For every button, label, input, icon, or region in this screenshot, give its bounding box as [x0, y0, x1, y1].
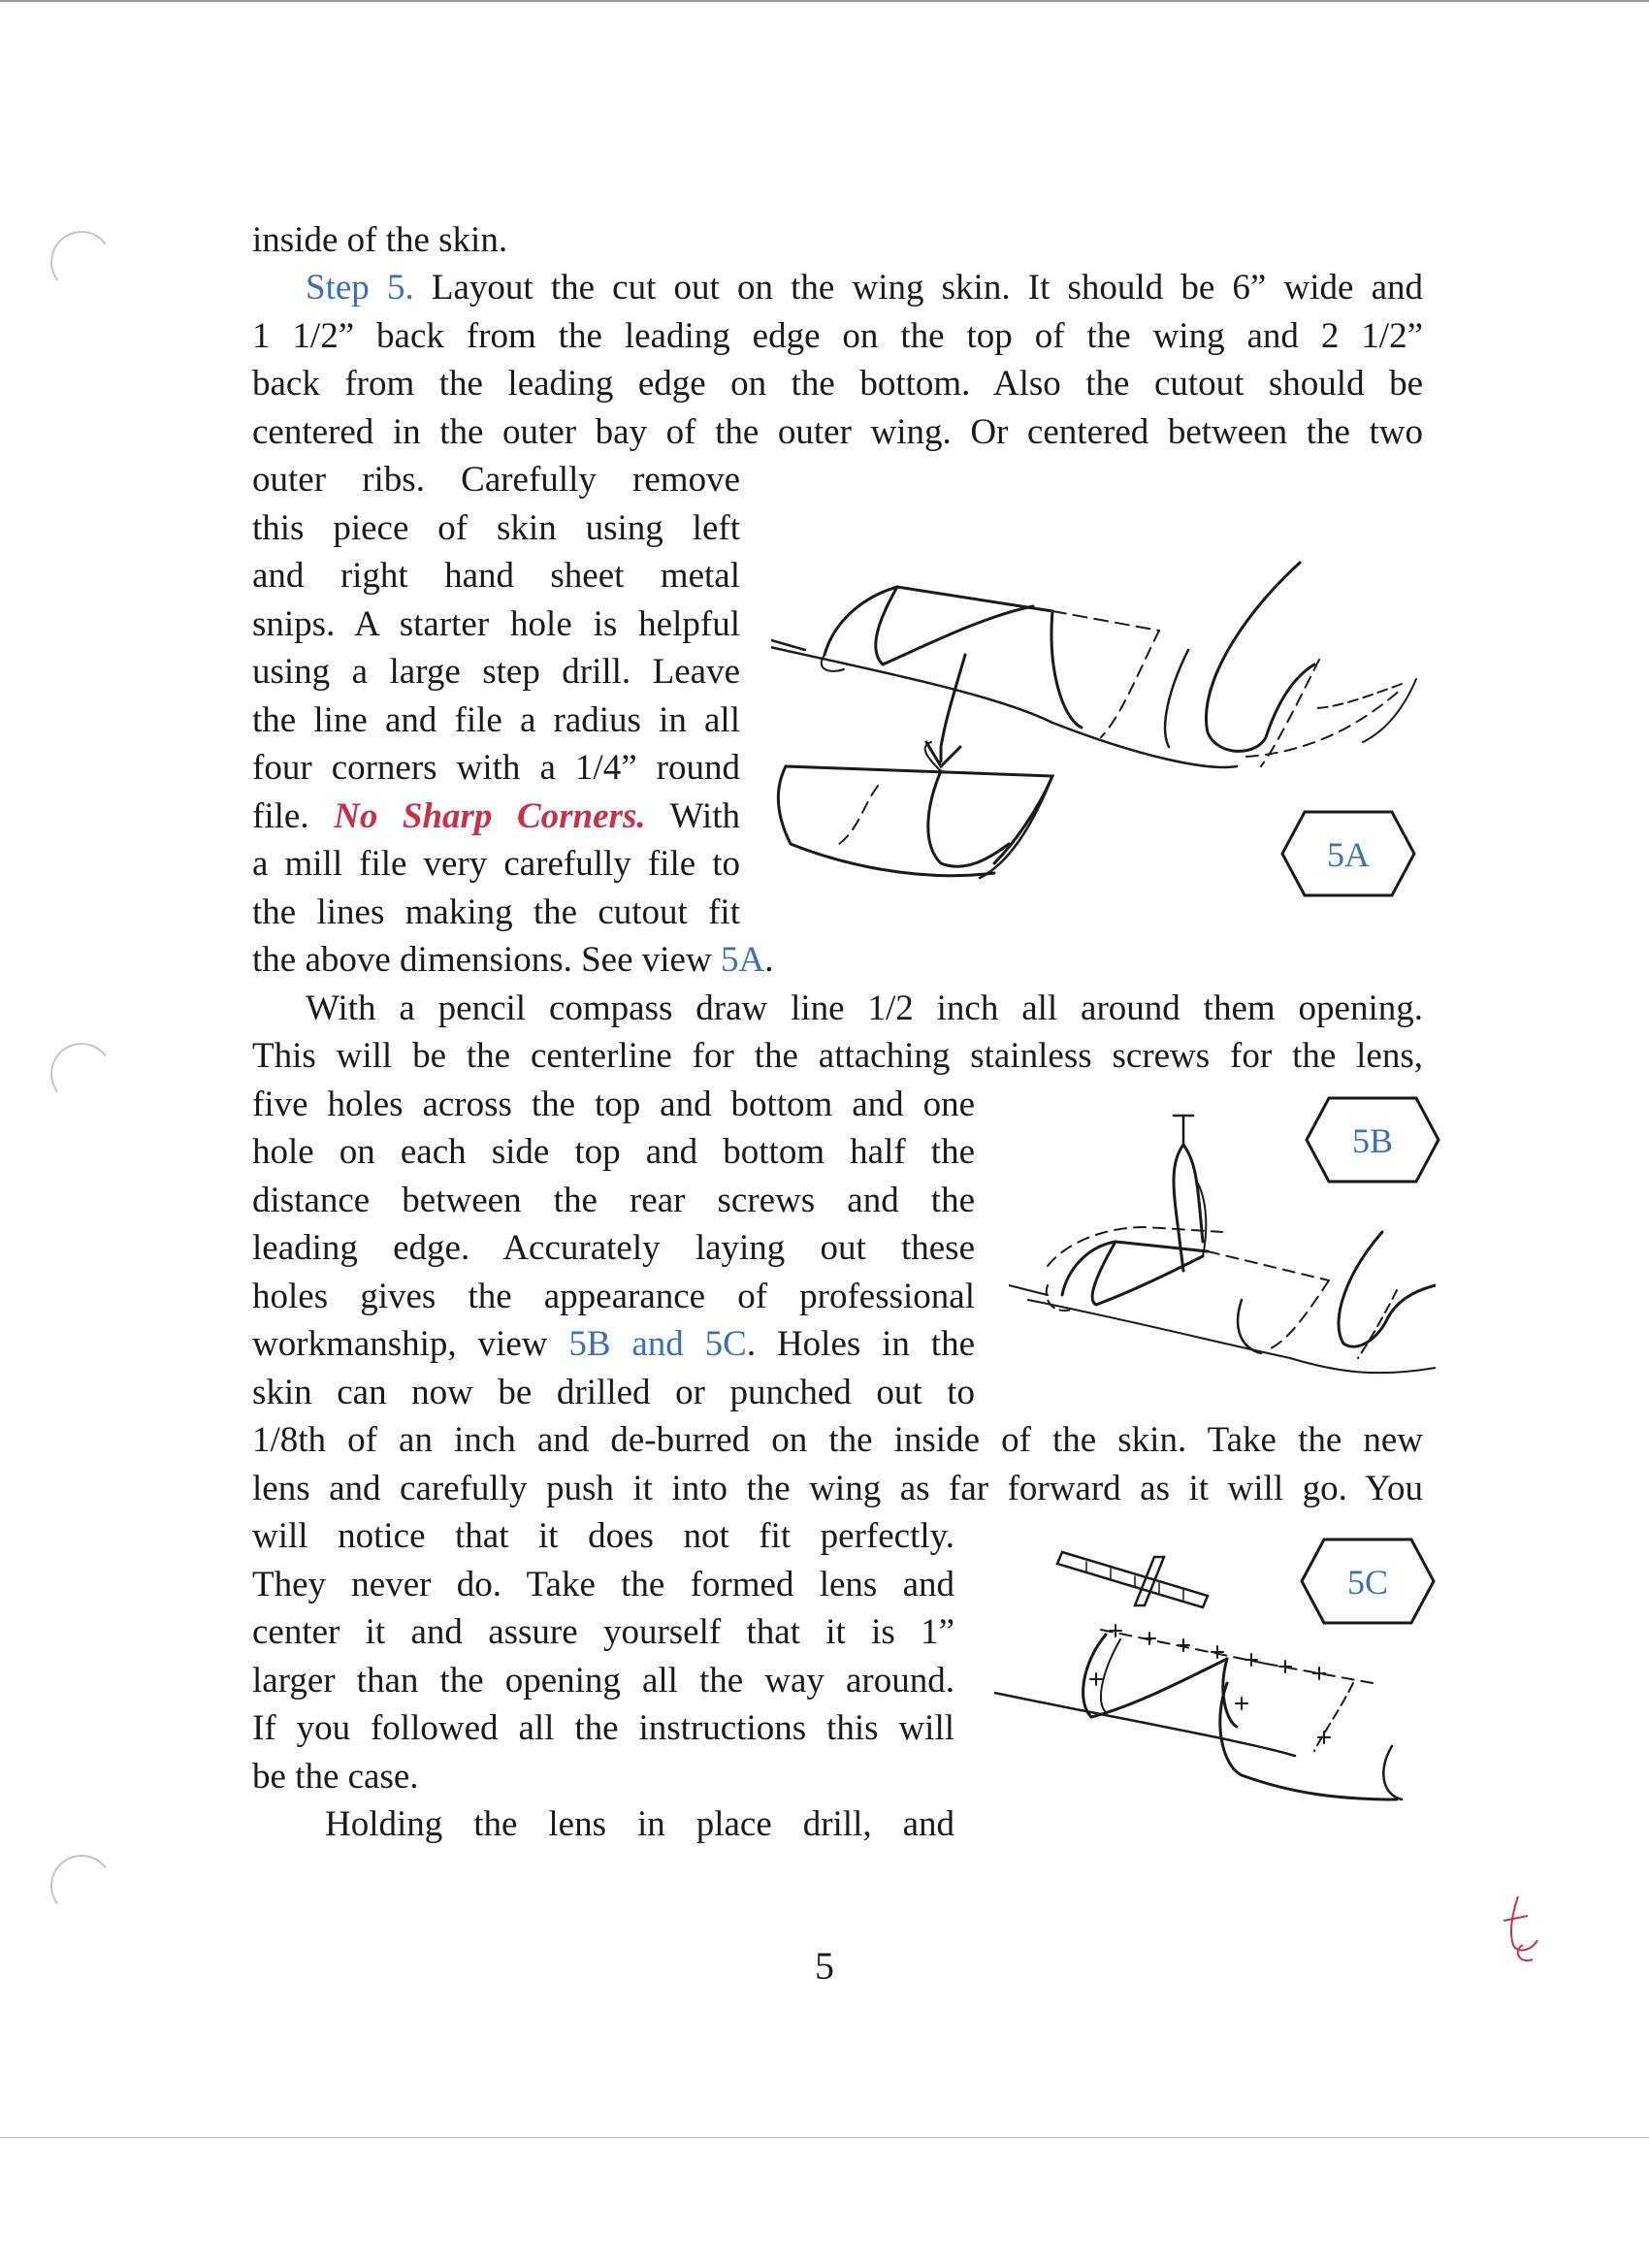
page-top-edge: [0, 0, 1649, 2]
text-line: Holding the lens in place drill, and: [325, 1804, 954, 1844]
warning-text: No Sharp Corners.: [334, 796, 646, 836]
text-line: larger than the opening all the way around.: [252, 1661, 954, 1701]
text-line: snips. A starter hole is helpful: [252, 604, 740, 644]
figure-label-5b: [1305, 1096, 1440, 1183]
figure-label-5a: [1280, 810, 1416, 897]
text-line: hole on each side top and bottom half the: [252, 1132, 975, 1172]
text-line: outer ribs. Carefully remove: [252, 460, 740, 500]
text-line: 1 1/2” back from the leading edge on the top of the wing and 2 1/2”: [252, 316, 1423, 356]
view-ref-line: workmanship, view 5B and 5C. Holes in the: [252, 1324, 975, 1364]
text-line: With a pencil compass draw line 1/2 inch all around them opening.: [306, 988, 1423, 1028]
text-line: leading edge. Accurately laying out these: [252, 1228, 975, 1268]
hexagon-5b: [1305, 1096, 1440, 1183]
page-bottom-edge: [0, 2137, 1649, 2138]
ref-5a: 5A: [720, 940, 765, 980]
text-line: 1/8th of an inch and de-burred on the inside of the skin. Take the new: [252, 1420, 1423, 1460]
text-line: They never do. Take the formed lens and: [252, 1565, 954, 1604]
text-line: back from the leading edge on the bottom. Also the cutout should be: [252, 364, 1423, 404]
ref-5b-5c: 5B and 5C: [568, 1324, 747, 1364]
text-line: If you followed all the instructions this will: [252, 1708, 954, 1748]
text-line: lens and carefully push it into the wing as far forward as it will go. You: [252, 1469, 1423, 1508]
text-line: a mill file very carefully file to: [252, 844, 740, 884]
text-line: using a large step drill. Leave: [252, 652, 740, 692]
svg-text:5C: 5C: [1346, 1563, 1389, 1602]
text-line: center it and assure yourself that it is 1”: [252, 1612, 954, 1652]
hexagon-5a: [1280, 810, 1416, 897]
step-5-label: Step 5.: [306, 268, 414, 308]
text-line: skin can now be drilled or punched out to: [252, 1373, 975, 1412]
text-line: This will be the centerline for the attaching stainless screws for the lens,: [252, 1036, 1423, 1076]
text-line: and right hand sheet metal: [252, 556, 740, 596]
text-line: distance between the rear screws and the: [252, 1181, 975, 1220]
text-line: five holes across the top and bottom and one: [252, 1085, 975, 1124]
punch-hole-bottom: [47, 1851, 116, 1921]
text-line: will notice that it does not fit perfectly.: [252, 1516, 954, 1556]
step-5-line: Step 5. Layout the cut out on the wing skin. It should be 6” wide and: [306, 268, 1424, 308]
svg-text:5A: 5A: [1327, 835, 1370, 874]
text-line: four corners with a 1/4” round: [252, 748, 740, 788]
text-line: the lines making the cutout fit: [252, 892, 740, 932]
text-line: inside of the skin.: [252, 220, 508, 260]
warning-line: file. No Sharp Corners. With: [252, 796, 740, 836]
pen-mark-icon: [1499, 1892, 1547, 1969]
punch-hole-top: [47, 227, 116, 297]
text-line: centered in the outer bay of the outer wing. Or centered between the two: [252, 412, 1423, 452]
text-line: the line and file a radius in all: [252, 700, 740, 740]
punch-hole-middle: [47, 1039, 116, 1109]
text-line: this piece of skin using left: [252, 508, 740, 548]
view-ref-line: the above dimensions. See view 5A.: [252, 940, 774, 980]
handwritten-margin-mark: [1499, 1892, 1547, 1974]
svg-text:5B: 5B: [1351, 1121, 1394, 1160]
page-number: 5: [815, 1944, 834, 1988]
text-line: be the case.: [252, 1757, 419, 1797]
figure-label-5c: [1300, 1538, 1436, 1625]
hexagon-5c: [1300, 1538, 1436, 1625]
text-line: holes gives the appearance of professional: [252, 1277, 975, 1316]
